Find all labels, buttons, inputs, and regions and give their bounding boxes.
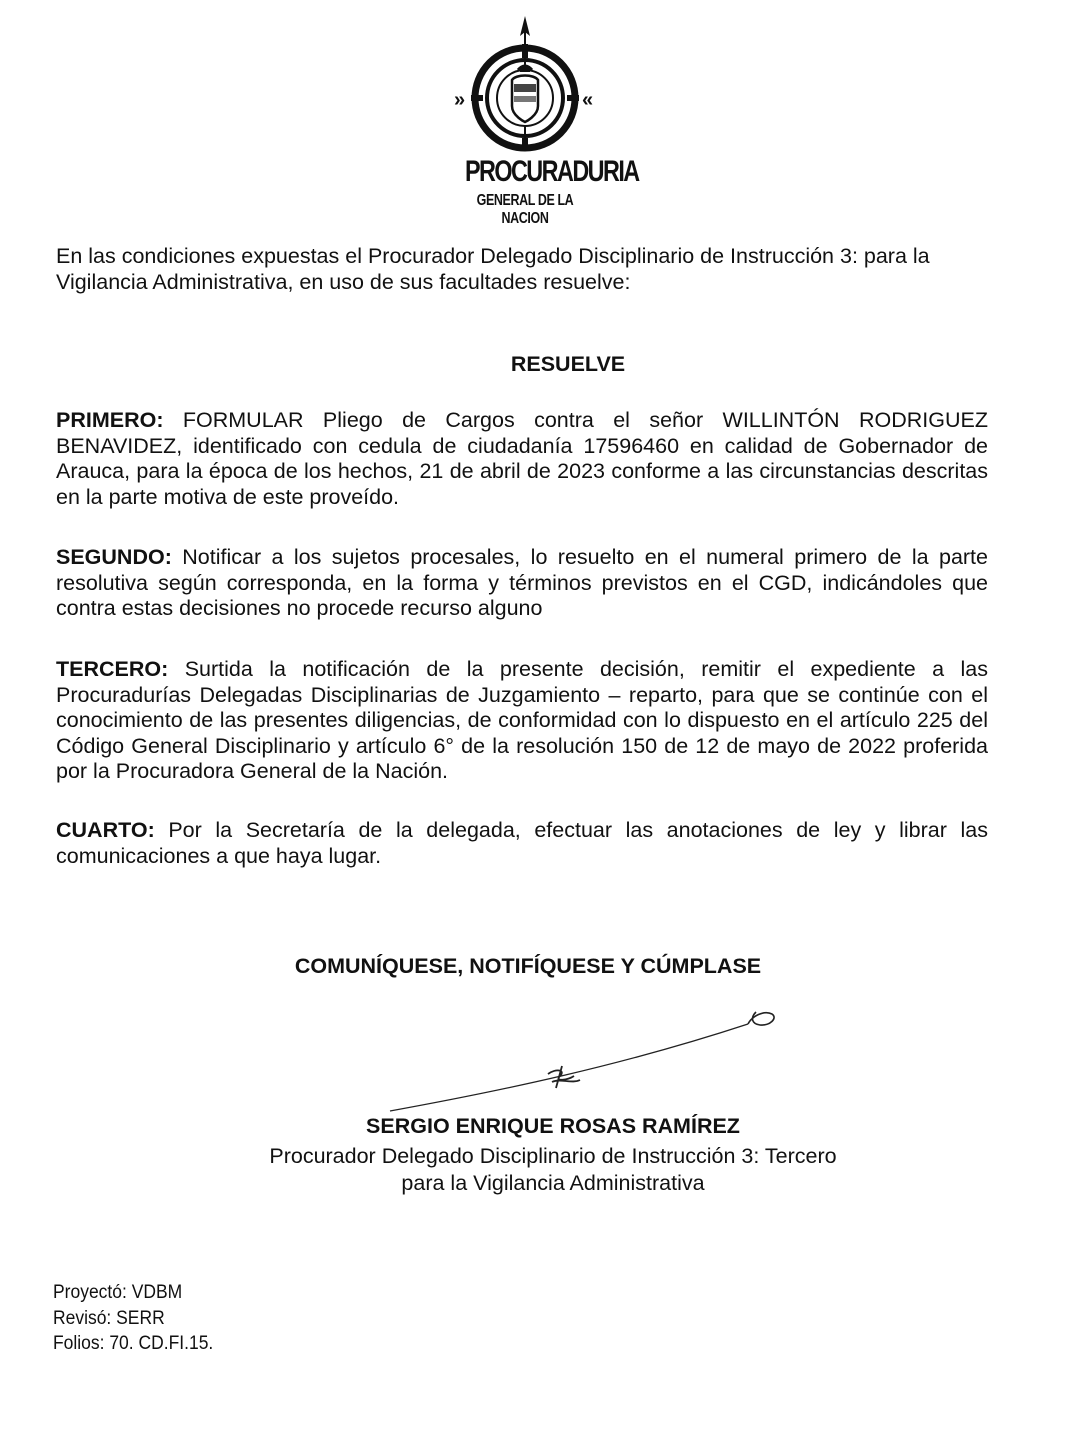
article-label: CUARTO:	[56, 818, 155, 842]
signature-icon	[380, 996, 780, 1116]
signer-title-line: Procurador Delegado Disciplinario de Instrucción 3: Tercero	[269, 1144, 837, 1168]
resuelve-heading: RESUELVE	[510, 352, 626, 376]
signer-title-line: para la Vigilancia Administrativa	[401, 1171, 705, 1195]
article-label: PRIMERO:	[56, 408, 164, 432]
logo-title: PROCURADURIA	[464, 155, 639, 188]
article-text: Por la Secretaría de la delegada, efectuar las anotaciones de ley y librar las comunicaciones a que haya lugar.	[56, 818, 988, 868]
svg-text:»: »	[454, 89, 466, 111]
signer-title	[0, 1143, 1076, 1197]
article-primero	[56, 408, 988, 510]
article-text: Surtida la notificación de la presente decisión, remitir el expediente a las Procuradurías Delegadas Disciplinarias de Juzgamiento – reparto, para que se continúe con el conocimiento de las presentes diligencias, de conformidad con lo dispuesto en el artículo 225 del Código General Disciplinario y artículo 6° de la resolución 150 de 12 de mayo de 2022 proferida por la Procuradora General de la Nación.	[56, 657, 988, 783]
article-cuarto	[56, 818, 988, 869]
article-text: FORMULAR Pliego de Cargos contra el señor WILLINTÓN RODRIGUEZ BENAVIDEZ, identificado con cedula de ciudadanía 17596460 en calidad de Gobernador de Arauca, para la época de los hechos, 21 de abril de 2023 conforme a las circunstancias descritas en la parte motiva de este proveído.	[56, 408, 988, 509]
closing-statement: COMUNÍQUESE, NOTIFÍQUESE Y CÚMPLASE	[294, 954, 762, 978]
article-tercero	[56, 657, 988, 785]
footer-reviso: Revisó: SERR	[53, 1307, 165, 1329]
article-label: TERCERO:	[56, 657, 169, 681]
intro-paragraph: En las condiciones expuestas el Procurador Delegado Disciplinario de Instrucción 3: para la Vigilancia Administrativa, en uso de sus facultades resuelve:	[56, 244, 930, 294]
footer-folios: Folios: 70. CD.FI.15.	[53, 1333, 214, 1354]
footer-proyecto: Proyectó: VDBM	[53, 1282, 183, 1303]
logo-subtitle: GENERAL DE LA NACION	[476, 192, 574, 227]
article-label: SEGUNDO:	[56, 545, 172, 569]
footer-notes	[53, 1280, 213, 1357]
article-segundo	[56, 545, 988, 622]
signer-name: SERGIO ENRIQUE ROSAS RAMÍREZ	[366, 1114, 740, 1138]
article-text: Notificar a los sujetos procesales, lo resuelto en el numeral primero de la parte resolutiva según corresponda, en la forma y términos previstos en el CGD, indicándoles que contra estas decisiones no procede recurso alguno	[56, 545, 988, 620]
svg-text:«: «	[582, 89, 594, 111]
